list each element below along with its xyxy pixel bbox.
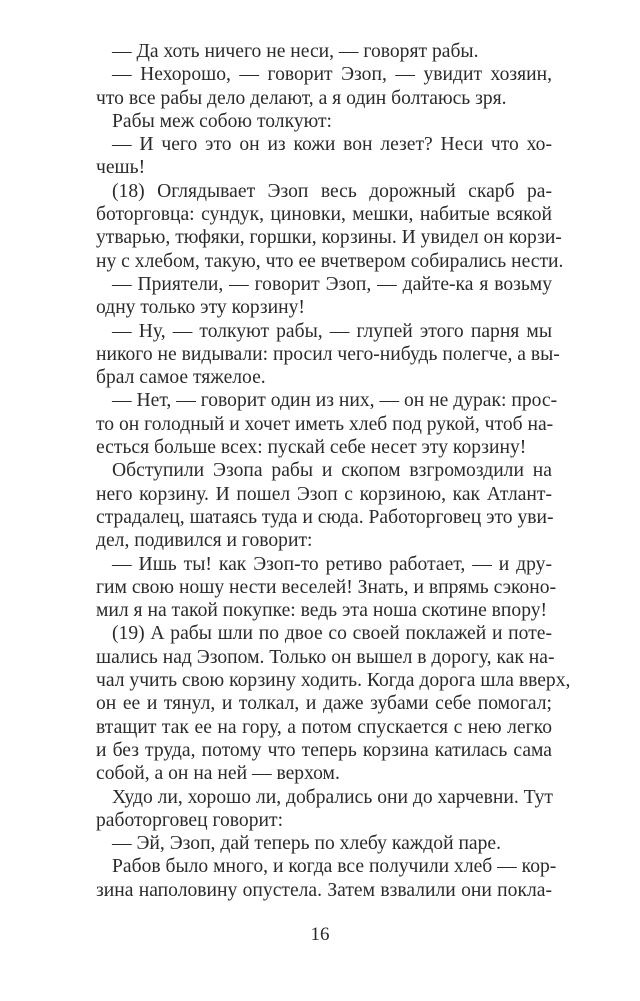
text-line: боторговца: сундук, циновки, мешки, набитые всякой [96, 204, 552, 226]
paragraph [96, 389, 558, 459]
page-number: 16 [310, 924, 330, 945]
paragraph [96, 832, 552, 855]
text-line: него корзину. И пошел Эзоп с корзиною, как Атлант- [96, 483, 552, 505]
text-line: — Да хоть ничего не неси, — говорят рабы. [112, 41, 479, 62]
text-line: страдалец, шатаясь туда и сюда. Работорговец это уви- [96, 506, 554, 528]
paragraph [96, 63, 552, 110]
text-line: собой, а он на ней — верхом. [96, 763, 340, 785]
book-page-text [96, 40, 571, 902]
text-line: — Ну, — толкуют рабы, — глупей этого парня мы [112, 320, 552, 342]
text-line: Худо ли, хорошо ли, добрались они до харчевни. Тут [112, 786, 553, 808]
paragraph [96, 855, 557, 902]
paragraph [96, 180, 564, 273]
paragraph [96, 786, 552, 833]
text-line: — Нет, — говорит один из них, — он не дурак: прос- [112, 390, 558, 412]
text-line: шались над Эзопом. Только он вышел в дорогу, как на- [96, 646, 555, 668]
text-line: он ее и тянул, и толкал, и даже зубами себе помогал; [96, 693, 552, 715]
text-line: Обступили Эзопа рабы и скопом взгромоздили на [112, 460, 552, 482]
text-line: чешь! [96, 157, 146, 179]
text-line: мил я на такой покупке: ведь эта ноша скотине впору! [96, 600, 548, 622]
paragraph [96, 553, 557, 623]
paragraph [96, 133, 552, 180]
text-line: ну с хлебом, такую, что ее вчетвером собирались нести. [96, 250, 564, 272]
text-line: дел, подивился и говорит: [96, 530, 313, 552]
text-line: Рабы меж собою толкуют: [112, 110, 332, 132]
text-line: гим свою ношу нести веселей! Знать, и впрямь сэконо- [96, 576, 557, 598]
text-line: зина наполовину опустела. Затем взвалили они покла- [96, 879, 552, 901]
paragraph [96, 110, 552, 133]
text-line: — И чего это он из кожи вон лезет? Неси что хо- [112, 134, 552, 156]
paragraph [96, 622, 571, 785]
text-line: работорговец говорит: [96, 809, 284, 831]
text-line: (18) Оглядывает Эзоп весь дорожный скарб ра- [112, 180, 552, 202]
text-line: никого не видывали: просил чего-нибудь полегче, а вы- [96, 343, 560, 365]
text-line: — Эй, Эзоп, дай теперь по хлебу каждой паре. [112, 833, 502, 855]
text-line: (19) А рабы шли по двое со своей поклажей и поте- [112, 623, 552, 645]
text-line: брал самое тяжелое. [96, 367, 266, 389]
paragraph [96, 320, 560, 390]
text-line: Рабов было много, и когда все получили хлеб — кор- [112, 856, 557, 878]
text-line: — Нехорошо, — говорит Эзоп, — увидит хозяин, [112, 64, 552, 86]
text-line: то он голодный и хочет иметь хлеб под рукой, чтоб на- [96, 413, 554, 435]
text-line: — Ишь ты! как Эзоп-то ретиво работает, — и дру- [112, 553, 552, 575]
text-line: — Приятели, — говорит Эзоп, — дайте-ка я возьму [112, 273, 552, 295]
text-line: и без труда, потому что теперь корзина катилась сама [96, 739, 552, 761]
text-line: есться больше всех: пускай себе несет эту корзину! [96, 437, 527, 459]
paragraph [96, 459, 552, 552]
text-line: что все рабы дело делают, а я один болтаюсь зря. [96, 87, 507, 109]
paragraph [96, 40, 552, 63]
text-line: утварью, тюфяки, горшки, корзины. И увидел он корзи- [96, 227, 562, 249]
text-line: втащит так ее на гору, а потом спускается с нею легко [96, 716, 552, 738]
paragraph [96, 273, 552, 320]
text-line: чал учить свою корзину ходить. Когда дорога шла вверх, [96, 670, 571, 692]
text-line: одну только эту корзину! [96, 297, 305, 319]
